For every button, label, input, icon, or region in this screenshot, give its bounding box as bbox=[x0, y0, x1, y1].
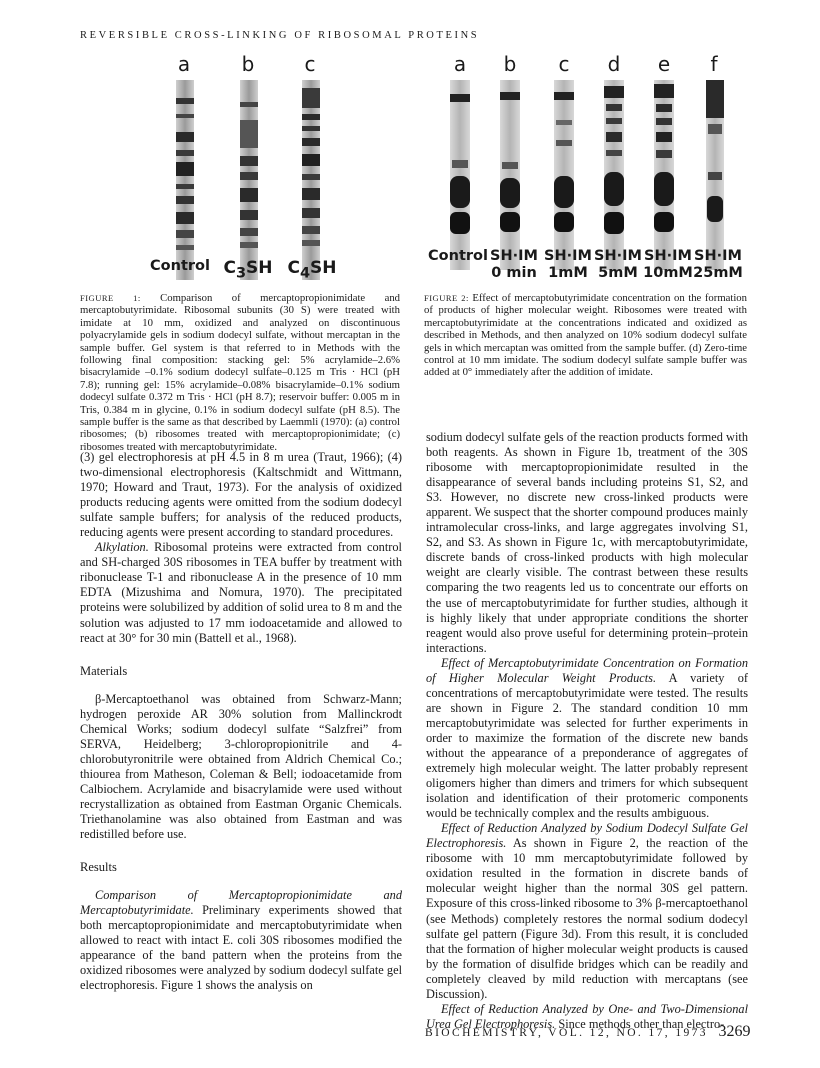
figure-2-lane-letter-b: b bbox=[503, 52, 517, 76]
materials-heading: Materials bbox=[80, 663, 128, 678]
figure-2-lane-a bbox=[450, 80, 470, 270]
figure-2-lane-letter-e: e bbox=[657, 52, 671, 76]
figure-1-caption-label: FIGURE 1: bbox=[80, 293, 141, 303]
figure-2-lane-letter-c: c bbox=[558, 52, 570, 76]
figure-2-lane-label-f: SH·IM bbox=[694, 248, 742, 264]
figure-1-lane-c bbox=[302, 80, 320, 280]
alkylation-paragraph: Alkylation. Ribosomal proteins were extracted from control and SH-charged 30S ribosomes in TEA buffer by treatment with ribonuclease T-1 and ribonuclease A in the presence of 10 mm EDTA (Mizushima and Nomura, 1970). The precipitated proteins were solubilized by addition of solid urea to 8 m and the solution was adjusted to 17 mm iodoacetamide and allowed to react at 30° for 30 min (Battell et al., 1968). bbox=[80, 540, 402, 645]
urea-reduction-paragraph: Effect of Reduction Analyzed by One- and Two-Dimensional Urea Gel Electrophoresis. Since methods other than electro- bbox=[426, 1001, 748, 1031]
figure-1-lane-letter-a: a bbox=[177, 52, 191, 76]
figure-2-lane-label-c: SH·IM bbox=[544, 248, 592, 264]
comparison-title: Comparison of Mercaptopropionimidate and Mercaptobutyrimidate. bbox=[80, 888, 402, 918]
materials-paragraph: β-Mercaptoethanol was obtained from Schwarz-Mann; hydrogen peroxide AR 30% solution from Mallinckrodt Chemical Works; sodium dodecyl sulfate “Salzfrei” from SERVA, Heidelberg; 3-chloropropionitrile and 4-chlorobutyronitrile were obtained from Aldrich Chemical Co.; thiourea from Matheson, Coleman & Bell; iodoacetamide from Calbiochem. Acrylamide and bisacrylamide were used without recrystallization as obtained from Eastman Organic Chemicals. Triethanolamine was also obtained from Eastman and was redistilled before use. bbox=[80, 691, 402, 842]
figure-2-caption-label: FIGURE 2: bbox=[424, 293, 469, 303]
figure-1-lane-label-c4sh: $C_4SH$ bbox=[287, 258, 337, 282]
figure-2-lane-sublabel-f: 25mM bbox=[693, 265, 743, 281]
results-heading: Results bbox=[80, 860, 117, 875]
concentration-title: Effect of Mercaptobutyrimidate Concentration on Formation of Higher Molecular Weight Products. bbox=[426, 655, 748, 685]
figure-2-lane-letter-f: f bbox=[710, 52, 718, 76]
figure-2-lane-d bbox=[604, 80, 624, 270]
figure-2-lane-c bbox=[554, 80, 574, 270]
figure-2-lane-sublabel-c: 1mM bbox=[548, 265, 588, 281]
right-column bbox=[426, 430, 748, 1032]
sds-reduction-paragraph: Effect of Reduction Analyzed by Sodium Dodecyl Sulfate Gel Electrophoresis. As shown in Figure 2, the reaction of the ribosome with 10 mm mercaptobutyrimidate followed by oxidation resulted in the formation in discrete bands of molecular weight higher than the normal 30S gel pattern. Exposure of this cross-linked ribosome to 3% β-mercaptoethanol (see Methods) completely restores the normal sodium dodecyl sulfate gel pattern (Figure 3d). From this result, it is concluded that the formation of higher molecular weight products is caused by the formation of disulfide bridges which can be readily and completely cleaved by mild reduction with mercaptans (see Discussion). bbox=[426, 821, 748, 1001]
journal-citation: BIOCHEMISTRY, VOL. 12, NO. 17, 1973 bbox=[425, 1027, 708, 1039]
figure-1-lane-letter-b: b bbox=[241, 52, 255, 76]
figure-2-caption-text: Effect of mercaptobutyrimidate concentration on the formation of products of higher molecular weight. Ribosomes were treated with mercaptobutyrimidate at the concentrations indicated and oxidized as described in Methods, and then analyzed on 10% sodium dodecyl sulfate gels in which mercaptan was omitted from the sample buffer. (d) Zero-time control at 10 mm imidate. The sodium dodecyl sulfate sample buffer was added at 0° immediately after the addition of imidate. bbox=[424, 292, 747, 379]
comparison-paragraph: Comparison of Mercaptopropionimidate and Mercaptobutyrimidate. Preliminary experiments showed that both mercaptopropionimidate and mercaptobutyrimidate when allowed to react with intact E. coli 30S ribosomes modified the appearance of the band pattern when the proteins from the oxidized ribosomes were analyzed by sodium dodecyl sulfate gel electrophoresis. Figure 1 shows the analysis on bbox=[80, 888, 402, 993]
sds-reduction-title: Effect of Reduction Analyzed by Sodium Dodecyl Sulfate Gel Electrophoresis. bbox=[426, 821, 748, 851]
running-head: REVERSIBLE CROSS-LINKING OF RIBOSOMAL PROTEINS bbox=[80, 30, 480, 41]
alkylation-title: Alkylation. bbox=[95, 540, 149, 555]
figure-2-gel-image bbox=[418, 80, 748, 270]
figure-2-lane-b bbox=[500, 80, 520, 270]
urea-reduction-title: Effect of Reduction Analyzed by One- and Two-Dimensional Urea Gel Electrophoresis. bbox=[426, 1001, 748, 1031]
figure-2-lane-label-b: SH·IM bbox=[490, 248, 538, 264]
page-footer bbox=[425, 1023, 751, 1041]
figure-1-lane-b bbox=[240, 80, 258, 280]
figure-2-lane-label-control: Control bbox=[428, 248, 488, 264]
figure-1-lane-label-control: Control bbox=[150, 258, 210, 274]
figure-1-caption bbox=[80, 292, 400, 453]
figure-1-lane-a bbox=[176, 80, 194, 280]
figure-1-gel-image bbox=[80, 80, 410, 280]
figure-2-lane-sublabel-e: 10mM bbox=[643, 265, 693, 281]
figure-2-lane-sublabel-b: 0 min bbox=[491, 265, 537, 281]
figure-2-lane-letter-d: d bbox=[607, 52, 621, 76]
figure-2-lane-letter-a: a bbox=[453, 52, 467, 76]
figure-2-lane-f bbox=[706, 80, 724, 270]
left-column bbox=[80, 450, 402, 994]
figure-2-lane-e bbox=[654, 80, 674, 270]
figure-2-caption bbox=[424, 292, 747, 379]
figure-1 bbox=[80, 52, 410, 284]
results-continued-paragraph: sodium dodecyl sulfate gels of the reaction products formed with both reagents. As shown in Figure 1b, treatment of the 30S ribosome with mercaptopropionimidate resulted in the disappearance of several bands including proteins S1, S2, and S3. However, no discrete new cross-linked products were apparent. We suspect that the shorter compound produces mainly intramolecular cross-links, and large aggregates involving S1, S2, and S3. As shown in Figure 1c, with mercaptobutyrimidate, discrete bands of cross-linked products with high molecular weight are clearly visible. The contrast between these results comparing the two reagents led us to concentrate our efforts on the use of mercaptobutyrimidate for further studies, although it is highly likely that under appropriate conditions the shorter reagent would also prove useful for determining protein–protein interactions. bbox=[426, 430, 748, 655]
figure-1-lane-letters bbox=[80, 52, 410, 78]
figure-2-lane-letters bbox=[418, 52, 748, 78]
page-number: 3269 bbox=[718, 1023, 751, 1040]
figure-2-lane-sublabel-d: 5mM bbox=[598, 265, 638, 281]
figure-2-lane-label-e: SH·IM bbox=[644, 248, 692, 264]
figure-2-lane-label-d: SH·IM bbox=[594, 248, 642, 264]
figure-1-lane-label-c3sh: $C_3SH$ bbox=[223, 258, 273, 282]
concentration-paragraph: Effect of Mercaptobutyrimidate Concentration on Formation of Higher Molecular Weight Products. A variety of concentrations of mercaptobutyrimidate were tested. The results are shown in Figure 2. The standard condition 10 mm mercaptobutyrimidate was selected for further experiments in order to maximize the formation of the discrete new bands without the appearance of a preponderance of aggregates of extremely high molecular weight. The latter probably represent oligomers higher than dimers and trimers for which subsequent isolation and identification of their protomeric components would be technically complex and the results ambiguous. bbox=[426, 655, 748, 821]
figure-2 bbox=[418, 52, 748, 284]
methods-paragraph: (3) gel electrophoresis at pH 4.5 in 8 m urea (Traut, 1966); (4) two-dimensional electrophoresis (Kaltschmidt and Wittmann, 1970; Howard and Traut, 1973). For the analysis of oxidized products reducing agents were omitted from the sodium dodecyl sulfate sample buffers; for analysis of the reduced products, reducing agents were present according to standard procedures. bbox=[80, 450, 402, 540]
figure-1-caption-text: Comparison of mercaptopropionimidate and mercaptobutyrimidate. Ribosomal subunits (30 S) were treated with imidate at 10 mm, oxidized and analyzed on discontinuous polyacrylamide gels in sodium dodecyl sulfate, without mercaptan in the sample buffer. Gel system is that referred to in Methods with the following final composition: stacking gel: 5% acrylamide–2.6% bisacrylamide –0.1% sodium dodecyl sulfate–0.125 m Tris · HCl (pH 7.8); running gel: 15% acrylamide–0.08% bisacrylamide–0.1% sodium dodecyl sulfate 0.372 m Tris · HCl (pH 8.7); reservoir buffer: 0.005 m in Tris, 0.384 m in glycine, 0.1% in sodium dodecyl sulfate (pH 8.5). The sample buffer is the same as that described by Laemmli (1970): (a) control ribosomes; (b) ribosomes treated with mercaptopropionimidate; (c) ribosomes treated with mercaptobutyrimidate. bbox=[80, 292, 401, 453]
figure-1-lane-letter-c: c bbox=[304, 52, 316, 76]
